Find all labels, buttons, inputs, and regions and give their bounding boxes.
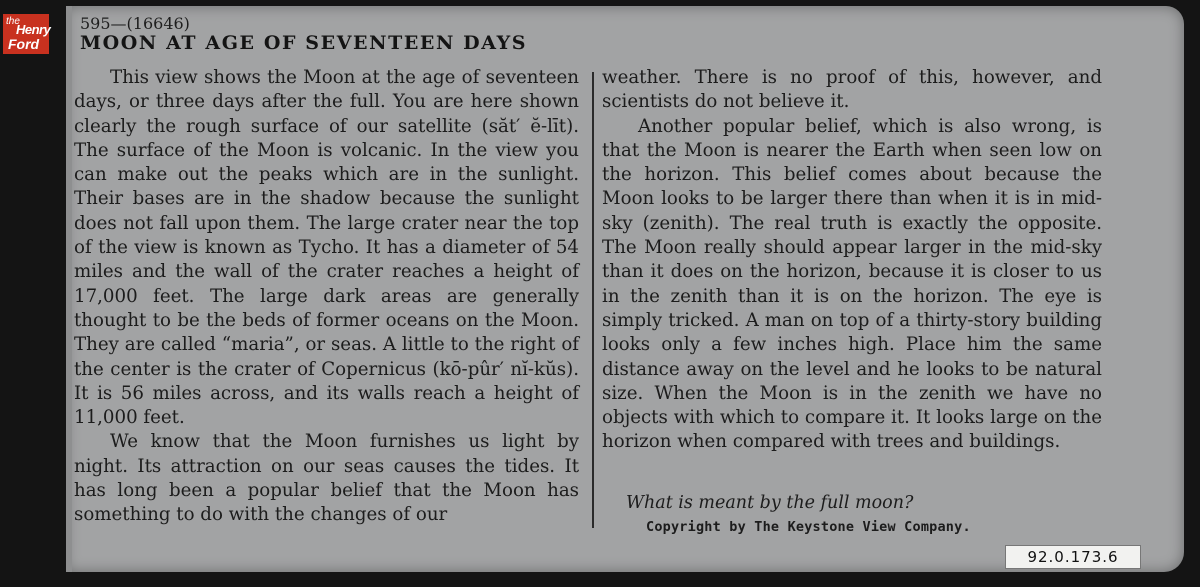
right-paragraph-1: weather. There is no proof of this, however, and scientists do not believe it.	[602, 67, 1102, 113]
left-column	[74, 66, 579, 528]
study-question: What is meant by the full moon?	[626, 493, 914, 513]
logo-henry: Henry	[16, 22, 51, 37]
catalog-label: 92.0.173.6	[1005, 545, 1141, 569]
card-title: MOON AT AGE OF SEVENTEEN DAYS	[80, 32, 528, 54]
henry-ford-logo	[3, 14, 49, 54]
right-column	[602, 66, 1102, 455]
column-divider	[592, 72, 594, 528]
left-paragraph-2: We know that the Moon furnishes us light by night. Its attraction on our seas causes the tides. It has long been a popular belief that the Moon has something to do with the changes of our	[74, 431, 579, 526]
card-edge	[66, 6, 72, 572]
copyright-line: Copyright by The Keystone View Company.	[646, 519, 971, 535]
stereo-card	[66, 6, 1184, 572]
left-paragraph-1: This view shows the Moon at the age of seventeen days, or three days after the full. You are here shown clearly the rough surface of our satellite (săt′ ĕ-līt). The surface of the Moon is volcanic. In the view you can make out the peaks which are in the sunlight. Their bases are in the shadow because the sunlight does not fall upon them. The large crater near the top of the view is known as Tycho. It has a diameter of 54 miles and the wall of the crater reaches a height of 17,000 feet. The large dark areas are generally thought to be the beds of former oceans on the Moon. They are called “maria”, or seas. A little to the right of the center is the crater of Copernicus (kō-pûr′ nĭ-kŭs). It is 56 miles across, and its walls reach a height of 11,000 feet.	[74, 67, 579, 429]
right-paragraph-2: Another popular belief, which is also wrong, is that the Moon is nearer the Earth when seen low on the horizon. This belief comes about because the Moon looks to be larger there than when it is in mid-sky (zenith). The real truth is exactly the opposite. The Moon really should appear larger in the mid-sky than it does on the horizon, because it is closer to us in the zenith than it is on the horizon. The eye is simply tricked. A man on top of a thirty-story building looks only a few inches high. Place him the same distance away on the level and he looks to be natural size. When the Moon is in the zenith we have no objects with which to compare it. It looks large on the horizon when compared with trees and buildings.	[602, 115, 1102, 453]
card-number: 595—(16646)	[80, 14, 190, 33]
logo-ford: Ford	[8, 36, 40, 52]
logo-the: the	[6, 16, 20, 27]
